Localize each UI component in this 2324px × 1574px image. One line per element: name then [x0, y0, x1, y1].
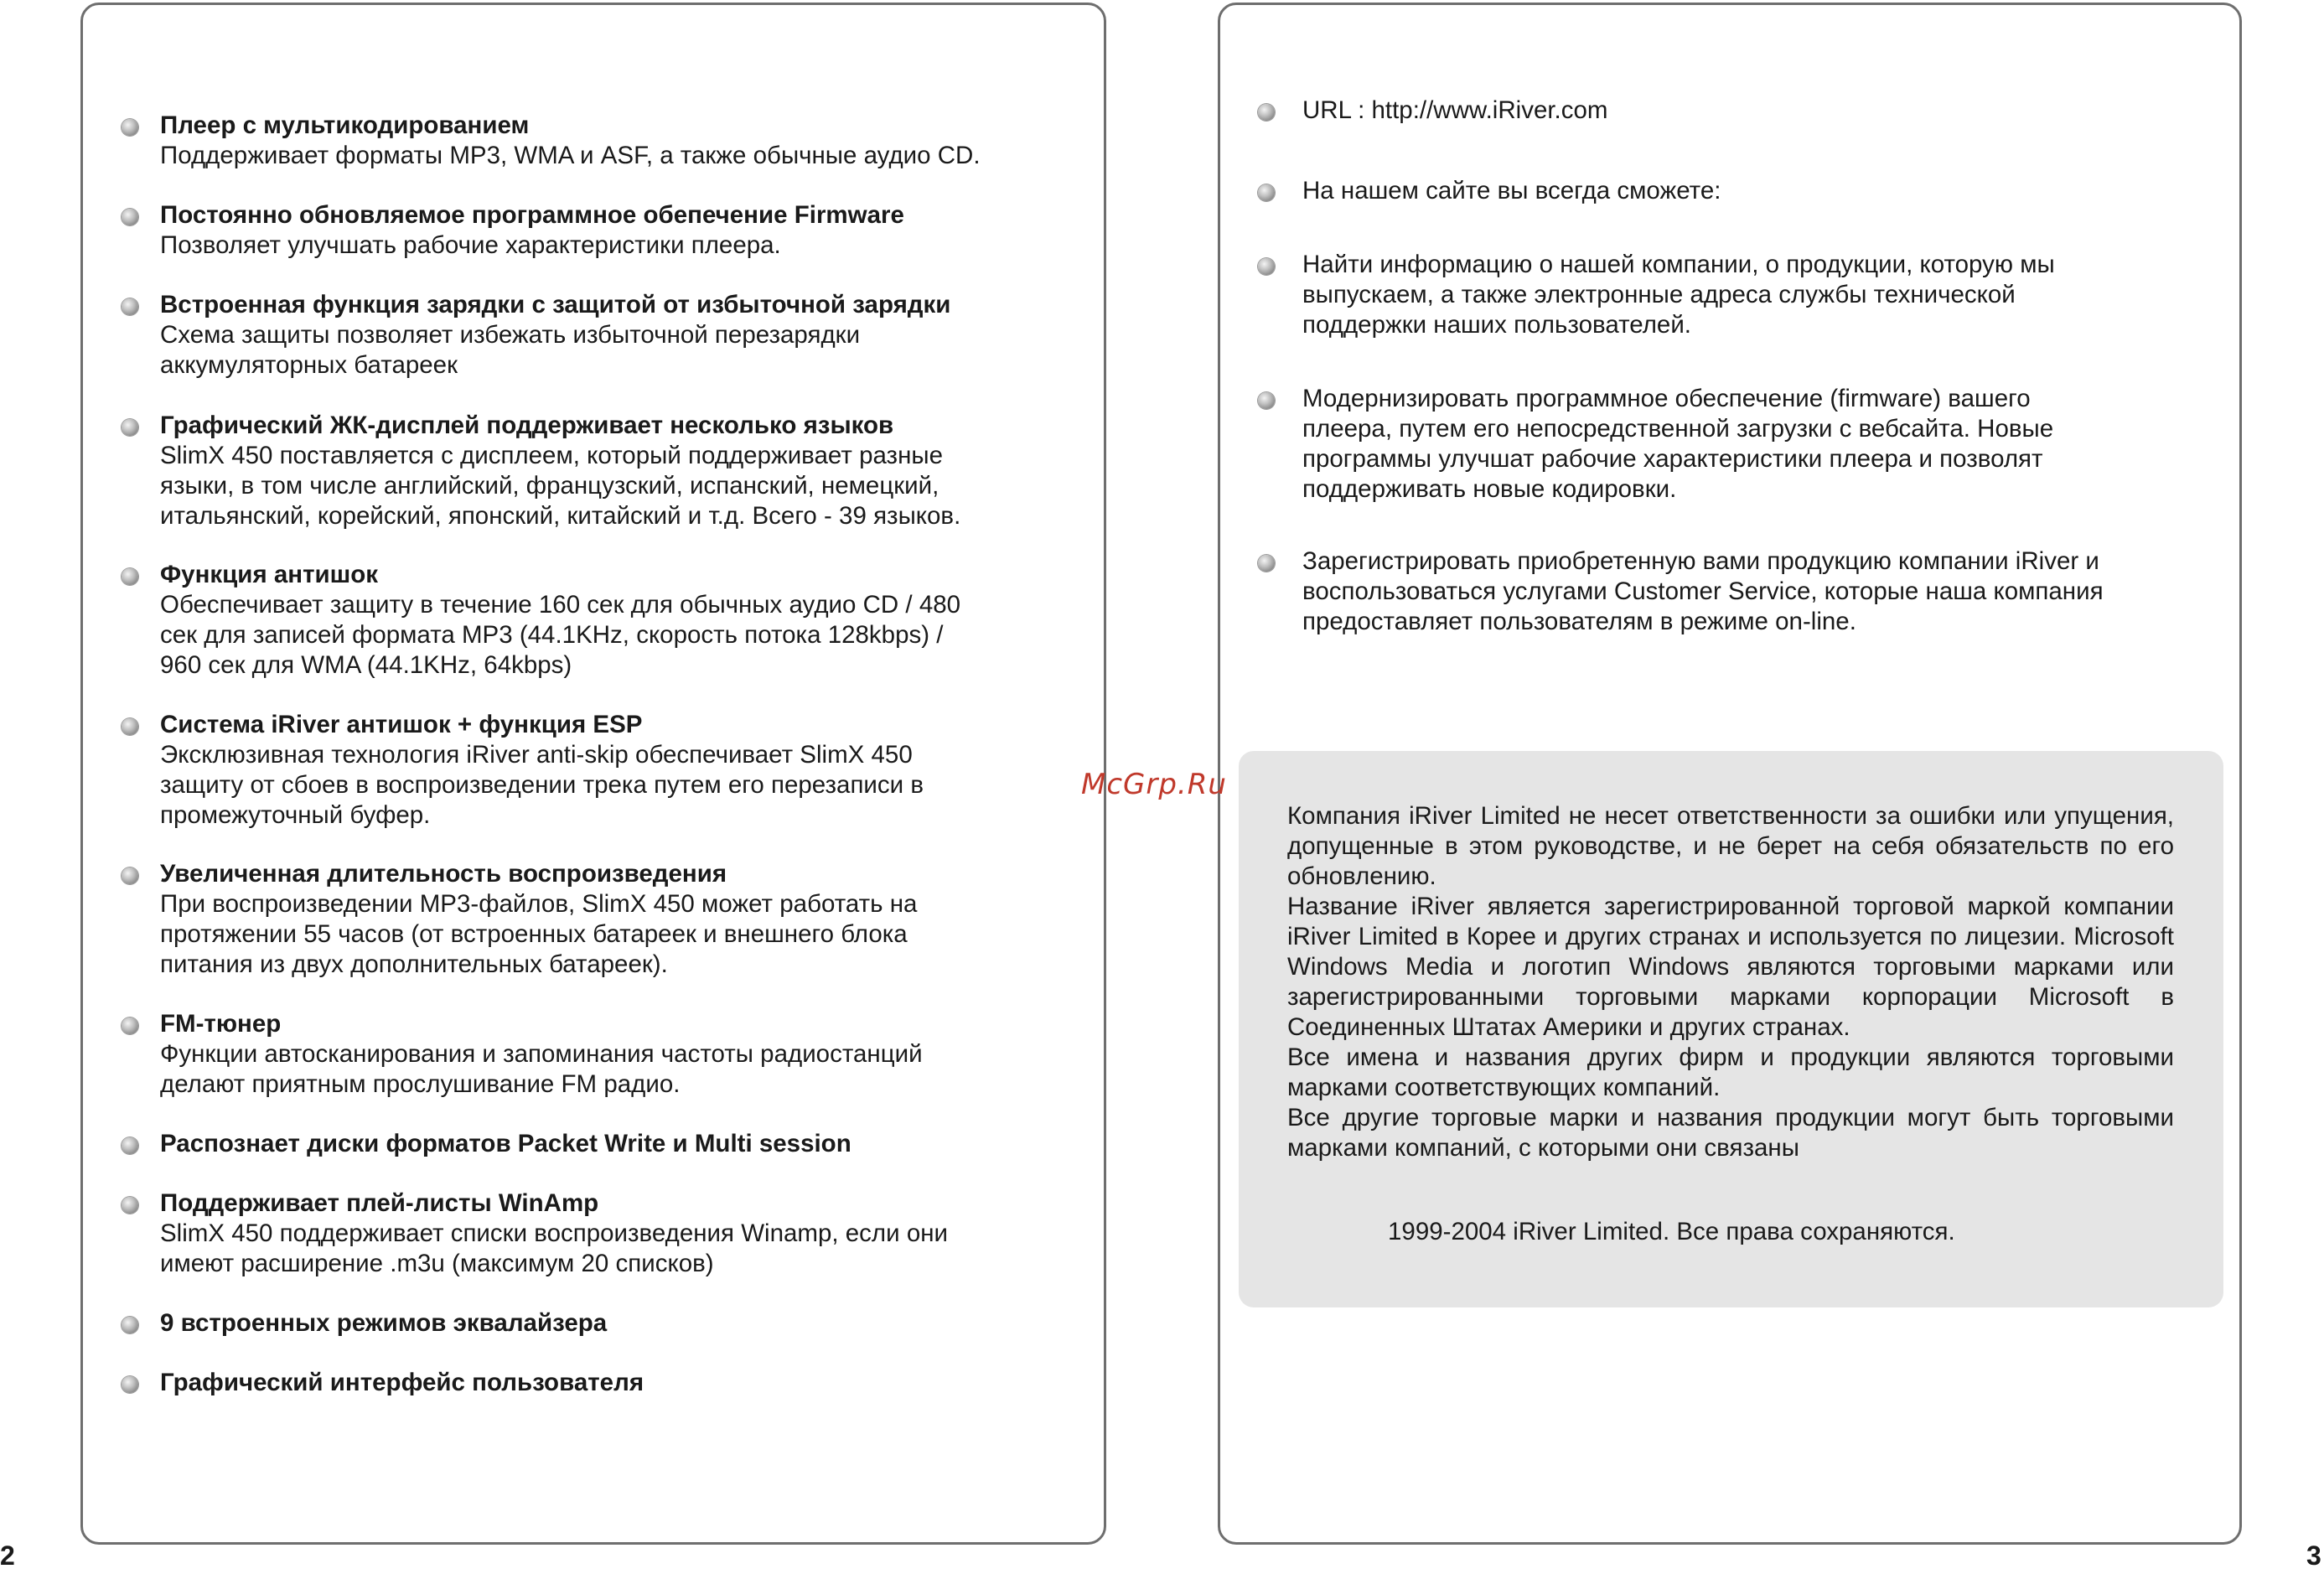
feature-desc: Поддерживает форматы MP3, WMA и ASF, а также обычные аудио CD. [160, 142, 981, 169]
bullet-icon [122, 1197, 138, 1214]
legal-paragraph: Компания iRiver Limited не несет ответственности за ошибки или упущения, допущенные в этом руководстве, и не берет на себя обязательств по его обновлению. [1287, 802, 2174, 890]
feature-title: Графический ЖК-дисплей поддерживает несколько языков [160, 412, 894, 439]
feature-item [160, 859, 1090, 980]
feature-desc: Позволяет улучшать рабочие характеристики плеера. [160, 231, 781, 259]
bullet-icon [122, 419, 138, 436]
feature-item [160, 1368, 1090, 1398]
legal-notice-box [1239, 751, 2223, 1307]
legal-paragraph: Все имена и названия других фирм и продукции являются торговыми марками соответствующих компаний. [1287, 1043, 2174, 1101]
bullet-icon [122, 867, 138, 884]
feature-title: Поддерживает плей-листы WinAmp [160, 1189, 599, 1217]
website-benefit: Зарегистрировать приобретенную вами продукцию компании iRiver и воспользоваться услугами Customer Service, которые наша компания предоставляет пользователям в режиме on-line. [1302, 547, 2104, 635]
feature-item [160, 1188, 1090, 1279]
feature-item [160, 1308, 1090, 1338]
bullet-icon [122, 209, 138, 225]
feature-desc: Функции автосканирования и запоминания частоты радиостанций делают приятным прослушивание FM радио. [160, 1040, 923, 1098]
website-url: URL : http://www.iRiver.com [1302, 96, 1608, 124]
bullet-icon [122, 568, 138, 585]
bullet-icon [122, 119, 138, 136]
legal-paragraph: Название iRiver является зарегистрированной торговой маркой компании iRiver Limited в Корее и других странах и используется по лицезии. Microsoft Windows Media и логотип Windows являются торговыми марками или зарегистрированными торговыми марками корпорации Microsoft в Соединенных Штатах Америки и других странах. [1287, 893, 2174, 1041]
feature-desc: Обеспечивает защиту в течение 160 сек для обычных аудио CD / 480 сек для записей формата MP3 (44.1KHz, скорость потока 128kbps) / 960 сек для WMA (44.1KHz, 64kbps) [160, 591, 961, 679]
feature-item [160, 710, 1090, 831]
page-number-right: 3 [2306, 1540, 2321, 1571]
website-benefit: Модернизировать программное обеспечение (firmware) вашего плеера, путем его непосредственной загрузки с вебсайта. Новые программы улучшат рабочие характеристики плеера и позволят поддерживать новые кодировки. [1302, 385, 2054, 503]
feature-desc: SlimX 450 поставляется с дисплеем, который поддерживает разные языки, в том числе английский, французский, испанский, немецкий, итальянский, корейский, японский, китайский и т.д. Всего - 39 языков. [160, 442, 961, 530]
feature-item [160, 1129, 1090, 1159]
feature-title: Распознает диски форматов Packet Write и Multi session [160, 1130, 851, 1157]
copyright-notice: 1999-2004 iRiver Limited. Все права сохраняются. [1388, 1218, 1955, 1245]
website-benefit: Найти информацию о нашей компании, о продукции, которую мы выпускаем, а также электронные адреса службы технической поддержки наших пользователей. [1302, 251, 2055, 339]
left-page [80, 3, 1106, 1545]
feature-title: Графический интерфейс пользователя [160, 1369, 644, 1396]
feature-item [160, 1009, 1090, 1100]
feature-title: Увеличенная длительность воспроизведения [160, 860, 727, 888]
right-page [1218, 3, 2242, 1545]
watermark: McGrp.Ru [1081, 768, 1227, 801]
feature-title: 9 встроенных режимов эквалайзера [160, 1309, 608, 1337]
legal-notice [1287, 801, 2174, 1163]
bullet-icon [122, 1137, 138, 1154]
feature-item [160, 560, 1090, 681]
feature-item [160, 200, 1090, 261]
bullet-icon [122, 1017, 138, 1034]
feature-title: Постоянно обновляемое программное обепечение Firmware [160, 201, 904, 229]
feature-title: Функция антишок [160, 561, 379, 588]
feature-title: Плеер с мультикодированием [160, 111, 530, 139]
feature-item [160, 111, 1090, 171]
feature-desc: SlimX 450 поддерживает списки воспроизведения Winamp, если они имеют расширение .m3u (максимум 20 списков) [160, 1219, 948, 1277]
feature-title: FM-тюнер [160, 1010, 282, 1038]
bullet-icon [1258, 184, 1275, 201]
bullet-icon [1258, 258, 1275, 275]
bullet-icon [1258, 392, 1275, 409]
feature-title: Система iRiver антишок + функция ESP [160, 711, 643, 738]
page-number-left: 2 [0, 1540, 15, 1571]
bullet-icon [122, 1317, 138, 1333]
bullet-icon [122, 298, 138, 315]
bullet-icon [122, 1376, 138, 1393]
feature-desc: Эксклюзивная технология iRiver anti-skip обеспечивает SlimX 450 защиту от сбоев в воспроизведении трека путем его перезаписи в промежуточный буфер. [160, 741, 924, 829]
bullet-icon [1258, 104, 1275, 121]
feature-desc: При воспроизведении MP3-файлов, SlimX 450 может работать на протяжении 55 часов (от встроенных батареек и внешнего блока питания из двух дополнительных батареек). [160, 890, 918, 978]
feature-item [160, 411, 1090, 531]
website-intro: На нашем сайте вы всегда сможете: [1302, 177, 1721, 205]
feature-desc: Схема защиты позволяет избежать избыточной перезарядки аккумуляторных батареек [160, 321, 861, 379]
bullet-icon [122, 718, 138, 735]
bullet-icon [1258, 555, 1275, 572]
legal-paragraph: Все другие торговые марки и названия продукции могут быть торговыми марками компаний, с которыми они связаны [1287, 1104, 2174, 1162]
feature-title: Встроенная функция зарядки с защитой от избыточной зарядки [160, 291, 951, 318]
feature-item [160, 290, 1090, 381]
